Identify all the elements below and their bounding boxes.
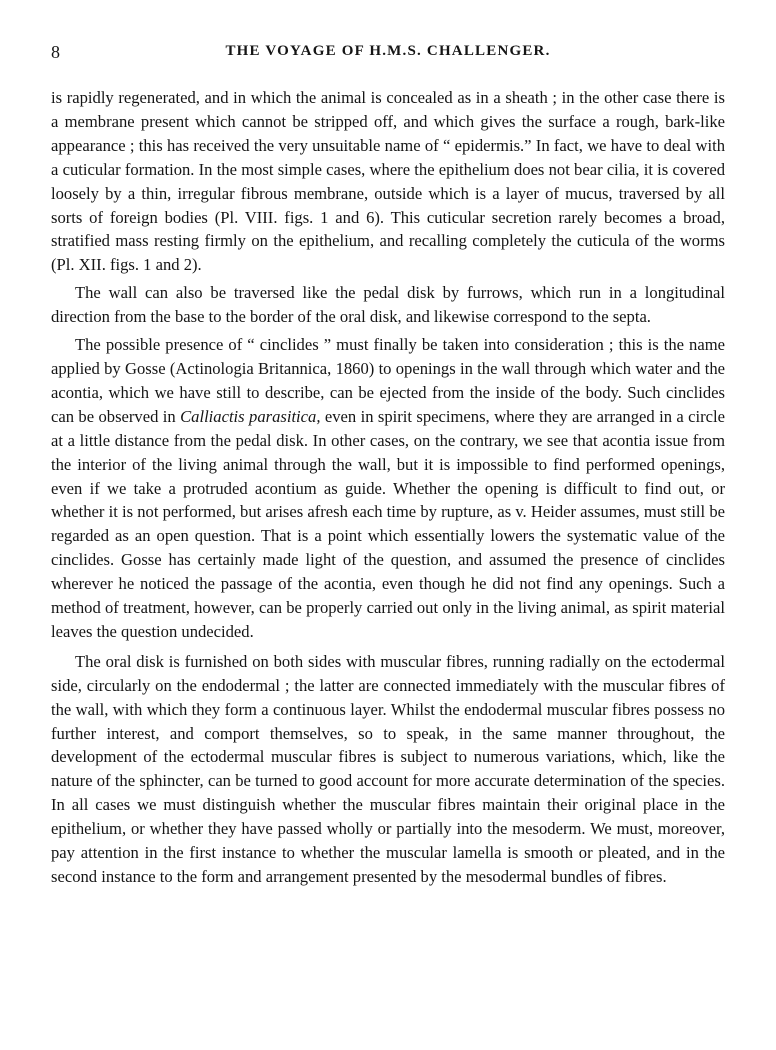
book-page: [51, 42, 725, 889]
running-title: THE VOYAGE OF H.M.S. CHALLENGER.: [225, 43, 551, 59]
paragraph-wall-furrows: The wall can also be traversed like the pedal disk by furrows, which run in a longitudinal direction from the base to the border of the oral disk, and likewise correspond to the septa.: [51, 283, 725, 327]
species-name-italic: Calliactis parasitica,: [180, 406, 321, 426]
page-header: [51, 42, 725, 68]
paragraph-oral-disk: The oral disk is furnished on both sides with muscular fibres, running radially on the ectodermal side, circularly on the endodermal ; the latter are connected immediately with the muscular fibres of the wall, with which they form a continuous layer. Whilst the endodermal muscular fibres possess no further interest, and comport themselves, so to speak, in the same manner throughout, the development of the ectodermal muscular fibres is subject to numerous variations, which, like the nature of the sphincter, can be turned to good account for more accurate determination of the species. In all cases we must distinguish whether the muscular fibres maintain their original place in the epithelium, or whether they have passed wholly or partially into the mesoderm. We must, moreover, pay attention in the first instance to whether the muscular lamella is smooth or pleated, and in the second instance to the form and arrangement presented by the mesodermal bundles of fibres.: [51, 651, 725, 886]
paragraph-continued: is rapidly regenerated, and in which the animal is concealed as in a sheath ; in the other case there is a membrane present which cannot be stripped off, and which gives the surface a rough, bark-like appearance ; this has received the very unsuitable name of “ epidermis.” In fact, we have to deal with a cuticular formation. In the most simple cases, where the epithelium does not bear cilia, it is covered loosely by a thin, irregular fibrous membrane, outside which is a layer of mucus, traversed by all sorts of foreign bodies (Pl. VIII. figs. 1 and 6). This cuticular secretion rarely becomes a broad, stratified mass resting firmly on the epithelium, and recalling completely the cuticula of the worms (Pl. XII. figs. 1 and 2).: [51, 88, 725, 275]
paragraph-cinclides-text-2: even in spirit specimens, where they are arranged in a circle at a little distance from the pedal disk. In other cases, on the contrary, we see that acontia issue from the interior of the living animal through the wall, but it is impossible to find performed openings, even if we take a protruded acontium as guide. Whether the opening is difficult to find out, or whether it is not performed, but arises afresh each time by rupture, as v. Heider assumes, must still be regarded as an open question. That is a point which essentially lowers the systematic value of the cinclides. Gosse has certainly made light of the question, and assumed the presence of cinclides wherever he noticed the passage of the acontia, even though he did not find any openings. Such a method of treatment, however, can be properly carried out only in the living animal, as spirit material leaves the question undecided.: [51, 406, 725, 641]
paragraph-cinclides-text-1: The possible presence of “ cinclides ” must finally be taken into consideration ; this is the name applied by Gosse (Actinologia Britannica, 1860) to openings in the wall through which water and the acontia, which we have still to describe, can be ejected from the inside of the body. Such cinclides can be observed in: [51, 335, 725, 426]
paragraph-cinclides: [51, 333, 725, 644]
page-number: 8: [51, 42, 60, 62]
body-text: [51, 86, 725, 889]
